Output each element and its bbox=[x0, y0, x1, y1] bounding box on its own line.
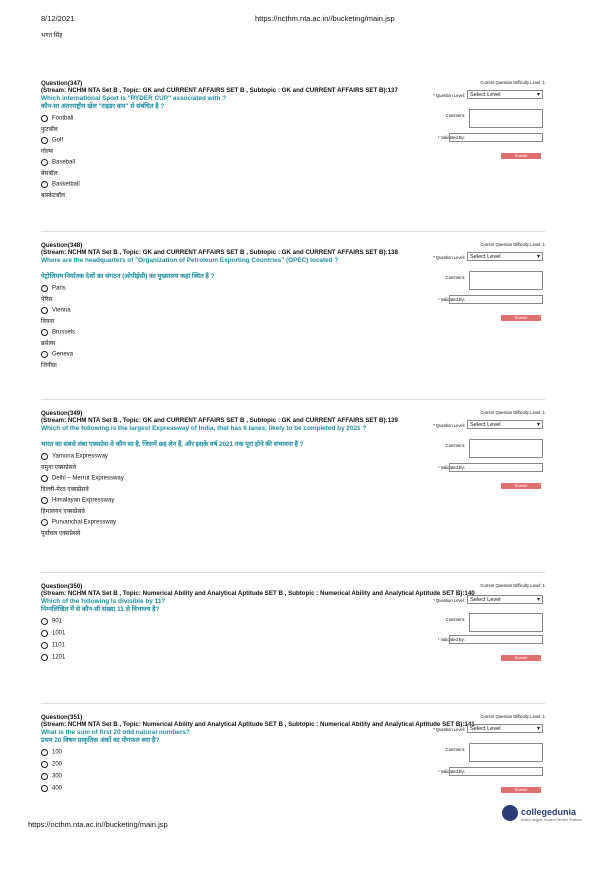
validated-by-label: * Validated By: bbox=[437, 297, 465, 302]
question-text-en: Where are the headquarters of "Organization of Petroleum Exporting Countries" (OPEC) located ? bbox=[41, 257, 339, 264]
question-block bbox=[41, 714, 545, 874]
question-separator bbox=[41, 399, 545, 400]
comment-label: Comment: bbox=[445, 747, 465, 752]
option-label-en: Golf bbox=[52, 137, 64, 144]
option-label-en: 300 bbox=[52, 773, 63, 780]
review-panel bbox=[421, 242, 545, 322]
option-label-en: Football bbox=[52, 115, 74, 122]
option-label-en: Paris bbox=[52, 285, 66, 292]
radio-icon[interactable] bbox=[41, 307, 48, 314]
option-label-hi: बास्केटबॉल bbox=[41, 193, 65, 200]
answer-option[interactable] bbox=[41, 351, 73, 369]
brand-name: collegedunia bbox=[521, 807, 577, 817]
question-text-hi: भारत का सबसे लंबा एक्सप्रेस-वे कौन सा है, जिसमें छह लेन हैं, और इसके वर्ष 2021 तक पूरा होने की संभावना है ? bbox=[41, 441, 304, 448]
radio-icon[interactable] bbox=[41, 329, 48, 336]
chevron-down-icon: ▾ bbox=[536, 422, 540, 428]
question-number: Question(350) bbox=[41, 583, 83, 590]
question-level-select[interactable]: Select Level ▾ bbox=[467, 724, 543, 733]
option-label-en: 1201 bbox=[52, 654, 66, 661]
radio-icon[interactable] bbox=[41, 761, 48, 768]
option-label-en: Delhi – Merrut Expressway bbox=[52, 475, 124, 482]
option-label-en: Himalayan Expressway bbox=[52, 497, 115, 504]
option-label-en: Brussels bbox=[52, 329, 76, 336]
chevron-down-icon: ▾ bbox=[536, 726, 540, 732]
option-label-hi: वियना bbox=[41, 319, 55, 326]
radio-icon[interactable] bbox=[41, 475, 48, 482]
answer-option[interactable] bbox=[41, 630, 65, 637]
answer-option[interactable] bbox=[41, 618, 62, 625]
validated-by-label: * Validated By: bbox=[437, 637, 465, 642]
option-label-en: Vienna bbox=[52, 307, 71, 314]
radio-icon[interactable] bbox=[41, 630, 48, 637]
comment-label: Comment: bbox=[445, 443, 465, 448]
option-label-en: 200 bbox=[52, 761, 63, 768]
validated-by-input[interactable] bbox=[449, 463, 543, 472]
question-text-en: Which of the following is divisible by 11? bbox=[41, 598, 166, 605]
footer-url: https://ncthm.nta.ac.in//bucketing/main.jsp bbox=[28, 820, 168, 829]
option-label-en: 1001 bbox=[52, 630, 66, 637]
question-number: Question(351) bbox=[41, 714, 83, 721]
radio-icon[interactable] bbox=[41, 285, 48, 292]
question-separator bbox=[41, 231, 545, 232]
answer-option[interactable] bbox=[41, 285, 66, 303]
difficulty-level: Current Question Difficulty Level: 1 bbox=[480, 80, 545, 85]
option-label-hi: फुटबॉल bbox=[41, 127, 58, 134]
submit-button[interactable]: Submit bbox=[501, 153, 541, 159]
question-text-en: Which of the following is the largest Expressway of India, that has 6 lanes, likely to be completed by 2021 ? bbox=[41, 425, 367, 432]
option-label-en: 1101 bbox=[52, 642, 65, 649]
answer-option[interactable] bbox=[41, 761, 62, 768]
radio-icon[interactable] bbox=[41, 654, 48, 661]
answer-option[interactable] bbox=[41, 181, 80, 199]
review-panel bbox=[421, 714, 545, 794]
answer-option[interactable] bbox=[41, 642, 65, 649]
validated-by-label: * Validated By: bbox=[437, 769, 465, 774]
submit-button[interactable]: Submit bbox=[501, 483, 541, 489]
answer-option[interactable] bbox=[41, 785, 62, 792]
comment-textarea[interactable] bbox=[469, 439, 543, 458]
question-text-hi: निम्नलिखित में से कौन-सी संख्या 11 से विभाज्य है? bbox=[41, 606, 160, 613]
answer-option[interactable] bbox=[41, 159, 75, 177]
radio-icon[interactable] bbox=[41, 519, 48, 526]
comment-textarea[interactable] bbox=[469, 613, 543, 632]
difficulty-level: Current Question Difficulty Level: 1 bbox=[480, 242, 545, 247]
question-text-hi: प्रथम 20 विषम प्राकृतिक अंकों का योगफल क्या है? bbox=[41, 737, 160, 744]
comment-textarea[interactable] bbox=[469, 743, 543, 762]
answer-option[interactable] bbox=[41, 749, 62, 756]
question-level-select[interactable]: Select Level ▾ bbox=[467, 252, 543, 261]
brand-tagline: India's largest Student Review Platform bbox=[521, 818, 582, 822]
difficulty-level: Current Question Difficulty Level: 1 bbox=[480, 714, 545, 719]
question-level-select[interactable]: Select Level ▾ bbox=[467, 595, 543, 604]
print-url: https://ncthm.nta.ac.in//bucketing/main.jsp bbox=[255, 14, 395, 23]
question-level-label: * Question Level: bbox=[433, 423, 465, 428]
difficulty-level: Current Question Difficulty Level: 1 bbox=[480, 583, 545, 588]
question-stream: (Stream: NCHM NTA Set B , Topic: GK and CURRENT AFFAIRS SET B , Subtopic : GK and CURRENT AFFAIRS SET B):137 bbox=[41, 87, 398, 94]
question-level-select[interactable]: Select Level ▾ bbox=[467, 420, 543, 429]
radio-icon[interactable] bbox=[41, 773, 48, 780]
option-label-en: Purvanchal Expressway bbox=[52, 519, 117, 526]
radio-icon[interactable] bbox=[41, 115, 48, 122]
chevron-down-icon: ▾ bbox=[536, 92, 540, 98]
question-separator bbox=[41, 703, 545, 704]
answer-option[interactable] bbox=[41, 519, 116, 537]
radio-icon[interactable] bbox=[41, 159, 48, 166]
radio-icon[interactable] bbox=[41, 137, 48, 144]
radio-icon[interactable] bbox=[41, 181, 48, 188]
validated-by-input[interactable] bbox=[449, 635, 543, 644]
option-label-en: 100 bbox=[52, 749, 63, 756]
question-level-select[interactable]: Select Level ▾ bbox=[467, 90, 543, 99]
validated-by-label: * Validated By: bbox=[437, 465, 465, 470]
question-number: Question(347) bbox=[41, 80, 83, 87]
answer-option[interactable] bbox=[41, 475, 124, 493]
validated-by-label: * Validated By: bbox=[437, 135, 465, 140]
answer-option[interactable] bbox=[41, 137, 63, 155]
question-block bbox=[41, 410, 545, 570]
option-label-en: Yamuna Expressway bbox=[52, 453, 108, 460]
answer-option[interactable] bbox=[41, 654, 65, 661]
radio-icon[interactable] bbox=[41, 785, 48, 792]
question-block bbox=[41, 80, 545, 240]
question-stream: (Stream: NCHM NTA Set B , Topic: Numerical Ability and Analytical Aptitude SET B , Subtopic : Numerical Ability and Analytical Aptitude SET B):141 bbox=[41, 721, 475, 728]
comment-label: Comment: bbox=[445, 113, 465, 118]
submit-button[interactable]: Submit bbox=[501, 787, 541, 793]
answer-option[interactable] bbox=[41, 453, 108, 471]
comment-label: Comment: bbox=[445, 275, 465, 280]
answer-option[interactable] bbox=[41, 115, 73, 133]
option-label-en: 901 bbox=[52, 618, 63, 625]
question-number: Question(349) bbox=[41, 410, 83, 417]
question-stream: (Stream: NCHM NTA Set B , Topic: GK and CURRENT AFFAIRS SET B , Subtopic : GK and CURRENT AFFAIRS SET B):138 bbox=[41, 249, 398, 256]
radio-icon[interactable] bbox=[41, 453, 48, 460]
chevron-down-icon: ▾ bbox=[536, 254, 540, 260]
question-stream: (Stream: NCHM NTA Set B , Topic: GK and CURRENT AFFAIRS SET B , Subtopic : GK and CURRENT AFFAIRS SET B):139 bbox=[41, 417, 398, 424]
option-label-en: 400 bbox=[52, 785, 63, 792]
option-label-hi: गोल्फ bbox=[41, 149, 54, 156]
option-label-hi: दिल्ली-मेरठ एक्सप्रेसवे bbox=[41, 487, 89, 494]
answer-option[interactable] bbox=[41, 329, 75, 347]
option-label-hi: पेरिस bbox=[41, 297, 53, 304]
answer-option[interactable] bbox=[41, 773, 62, 780]
question-stream: (Stream: NCHM NTA Set B , Topic: Numerical Ability and Analytical Aptitude SET B , Subtopic : Numerical Ability and Analytical Aptitude SET B):140 bbox=[41, 590, 475, 597]
radio-icon[interactable] bbox=[41, 351, 48, 358]
review-panel bbox=[421, 583, 545, 663]
collegedunia-logo-icon bbox=[502, 805, 518, 821]
comment-textarea[interactable] bbox=[469, 271, 543, 290]
question-level-label: * Question Level: bbox=[433, 598, 465, 603]
question-level-label: * Question Level: bbox=[433, 255, 465, 260]
option-label-hi: यमुना एक्सप्रेसवे bbox=[41, 465, 77, 472]
validated-by-input[interactable] bbox=[449, 767, 543, 776]
review-panel bbox=[421, 80, 545, 160]
comment-textarea[interactable] bbox=[469, 109, 543, 128]
option-label-en: Baseball bbox=[52, 159, 76, 166]
question-separator bbox=[41, 572, 545, 573]
option-label-en: Basketball bbox=[52, 181, 80, 188]
comment-label: Comment: bbox=[445, 617, 465, 622]
question-text-en: What is the sum of first 20 odd natural numbers? bbox=[41, 729, 190, 736]
question-text-hi: पेट्रोलियम निर्यातक देशों का संगठन (ओपीईसी) का मुख्यालय कहां स्थित है ? bbox=[41, 273, 215, 280]
option-label-hi: ब्रसेल्स bbox=[41, 341, 56, 348]
option-label-hi: पूर्वांचल एक्सप्रेसवे bbox=[41, 531, 81, 538]
submit-button[interactable]: Submit bbox=[501, 655, 541, 661]
answer-option[interactable] bbox=[41, 307, 71, 325]
print-date: 8/12/2021 bbox=[41, 14, 75, 23]
difficulty-level: Current Question Difficulty Level: 1 bbox=[480, 410, 545, 415]
answer-option[interactable] bbox=[41, 497, 114, 515]
question-number: Question(348) bbox=[41, 242, 83, 249]
question-text-en: Which international Sport is "RYDER CUP" associated with ? bbox=[41, 95, 227, 102]
validated-by-input[interactable] bbox=[449, 295, 543, 304]
option-label-hi: जिनीवा bbox=[41, 363, 57, 370]
review-panel bbox=[421, 410, 545, 490]
question-level-label: * Question Level: bbox=[433, 727, 465, 732]
option-label-hi: बेसबॉल bbox=[41, 171, 58, 178]
option-label-en: Geneva bbox=[52, 351, 74, 358]
radio-icon[interactable] bbox=[41, 497, 48, 504]
radio-icon[interactable] bbox=[41, 618, 48, 625]
question-text-hi: कौन-सा अंतरराष्ट्रीय खेल "राइडर कप" से संबंधित है ? bbox=[41, 103, 165, 110]
question-block bbox=[41, 242, 545, 402]
validated-by-input[interactable] bbox=[449, 133, 543, 142]
submit-button[interactable]: Submit bbox=[501, 315, 541, 321]
radio-icon[interactable] bbox=[41, 749, 48, 756]
option-label-hi: हिमालयन एक्सप्रेसवे bbox=[41, 509, 85, 516]
chevron-down-icon: ▾ bbox=[536, 597, 540, 603]
radio-icon[interactable] bbox=[41, 642, 48, 649]
question-level-label: * Question Level: bbox=[433, 93, 465, 98]
prev-answer-fragment: भगत सिंह bbox=[41, 33, 63, 39]
